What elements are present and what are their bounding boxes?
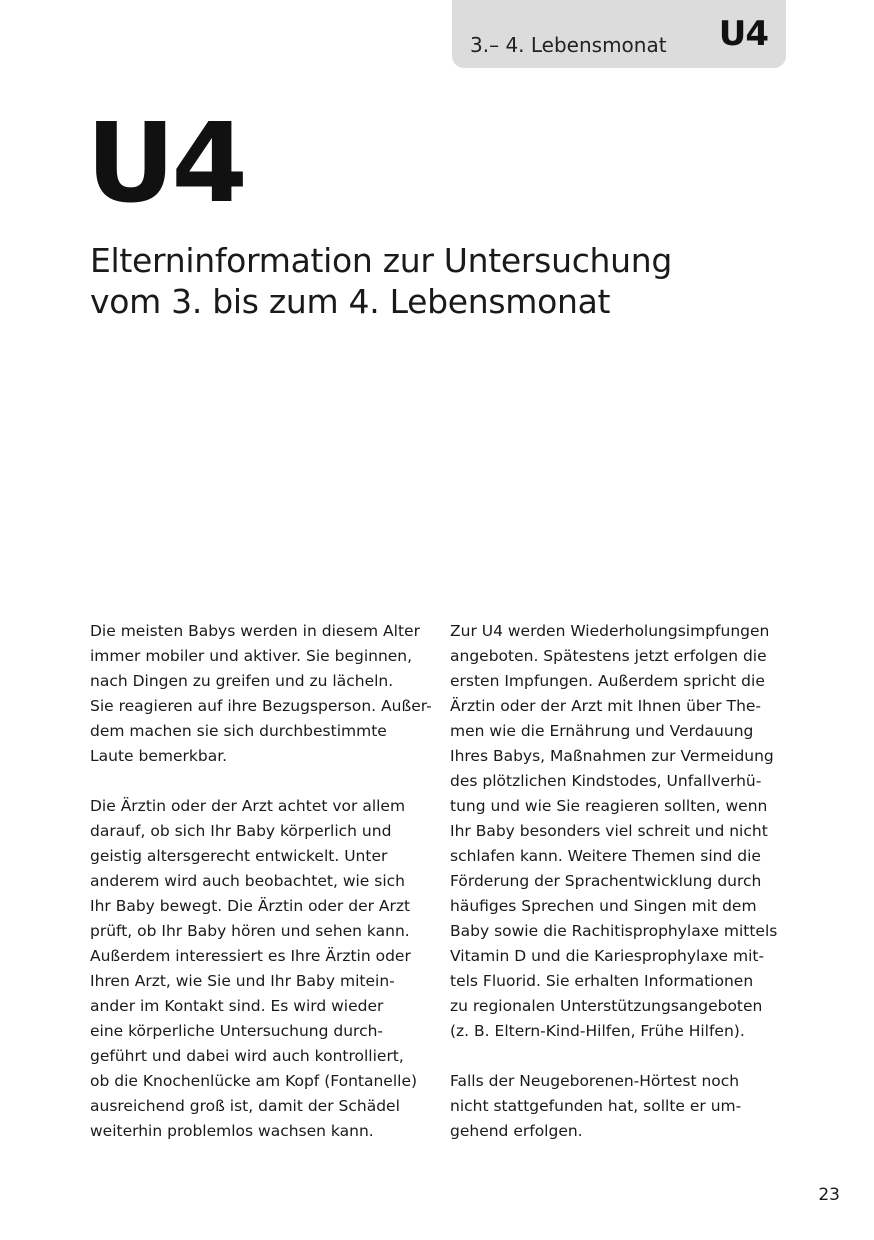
text-line: eine körperliche Untersuchung durch- — [90, 1022, 384, 1040]
text-line: Ihr Baby bewegt. Die Ärztin oder der Arzt — [90, 897, 411, 915]
text-line: immer mobiler und aktiver. Sie beginnen, — [90, 647, 413, 665]
text-line: Zur U4 werden Wiederholungsimpfungen — [450, 622, 770, 640]
text-line: Ihres Babys, Maßnahmen zur Vermeidung — [450, 747, 774, 765]
left-column — [90, 619, 440, 1144]
header-subtitle: 3.– 4. Lebensmonat — [470, 33, 667, 57]
header-code: U4 — [718, 14, 768, 54]
right-paragraph-2 — [450, 1069, 795, 1144]
text-line: tung und wie Sie reagieren sollten, wenn — [450, 797, 768, 815]
text-line: Die Ärztin oder der Arzt achtet vor allem — [90, 797, 406, 815]
text-line: Ärztin oder der Arzt mit Ihnen über The- — [450, 697, 762, 715]
text-line: gehend erfolgen. — [450, 1122, 583, 1140]
text-line: Sie reagieren auf ihre Bezugsperson. Außer- — [90, 697, 432, 715]
text-line: Ihr Baby besonders viel schreit und nicht — [450, 822, 768, 840]
left-paragraph-1 — [90, 619, 440, 769]
text-line: des plötzlichen Kindstodes, Unfallverhü- — [450, 772, 762, 790]
left-paragraph-2 — [90, 794, 440, 1144]
text-line: ander im Kontakt sind. Es wird wieder — [90, 997, 384, 1015]
text-line: Laute bemerkbar. — [90, 747, 228, 765]
text-line: Ihren Arzt, wie Sie und Ihr Baby mitein- — [90, 972, 395, 990]
paragraph-gap — [450, 1044, 795, 1069]
header-tab — [452, 0, 786, 68]
text-line: dem machen sie sich durchbestimmte — [90, 722, 387, 740]
text-line: nach Dingen zu greifen und zu lächeln. — [90, 672, 394, 690]
text-line: angeboten. Spätestens jetzt erfolgen die — [450, 647, 767, 665]
text-line: (z. B. Eltern-Kind-Hilfen, Frühe Hilfen). — [450, 1022, 745, 1040]
text-line: schlafen kann. Weitere Themen sind die — [450, 847, 761, 865]
text-line: ausreichend groß ist, damit der Schädel — [90, 1097, 400, 1115]
subtitle-line: vom 3. bis zum 4. Lebensmonat — [90, 282, 611, 321]
text-line: geführt und dabei wird auch kontrolliert, — [90, 1047, 404, 1065]
text-line: Außerdem interessiert es Ihre Ärztin oder — [90, 947, 411, 965]
subtitle-line: Elterninformation zur Untersuchung — [90, 241, 673, 280]
paragraph-gap — [90, 769, 440, 794]
text-line: Baby sowie die Rachitisprophylaxe mittels — [450, 922, 778, 940]
text-line: darauf, ob sich Ihr Baby körperlich und — [90, 822, 392, 840]
text-line: tels Fluorid. Sie erhalten Informationen — [450, 972, 754, 990]
text-line: nicht stattgefunden hat, sollte er um- — [450, 1097, 742, 1115]
text-line: Förderung der Sprachentwicklung durch — [450, 872, 762, 890]
text-line: men wie die Ernährung und Verdauung — [450, 722, 754, 740]
text-line: häufiges Sprechen und Singen mit dem — [450, 897, 757, 915]
right-paragraph-1 — [450, 619, 795, 1044]
text-line: Vitamin D und die Kariesprophylaxe mit- — [450, 947, 765, 965]
text-line: weiterhin problemlos wachsen kann. — [90, 1122, 374, 1140]
page-subtitle — [90, 240, 790, 322]
right-column — [450, 619, 795, 1144]
text-line: anderem wird auch beobachtet, wie sich — [90, 872, 405, 890]
text-line: ob die Knochenlücke am Kopf (Fontanelle) — [90, 1072, 418, 1090]
text-line: ersten Impfungen. Außerdem spricht die — [450, 672, 765, 690]
text-line: prüft, ob Ihr Baby hören und sehen kann. — [90, 922, 410, 940]
text-line: zu regionalen Unterstützungsangeboten — [450, 997, 763, 1015]
page-number: 23 — [818, 1185, 840, 1205]
text-line: Falls der Neugeborenen-Hörtest noch — [450, 1072, 740, 1090]
text-line: Die meisten Babys werden in diesem Alter — [90, 622, 420, 640]
page-title: U4 — [86, 99, 244, 227]
text-line: geistig altersgerecht entwickelt. Unter — [90, 847, 388, 865]
